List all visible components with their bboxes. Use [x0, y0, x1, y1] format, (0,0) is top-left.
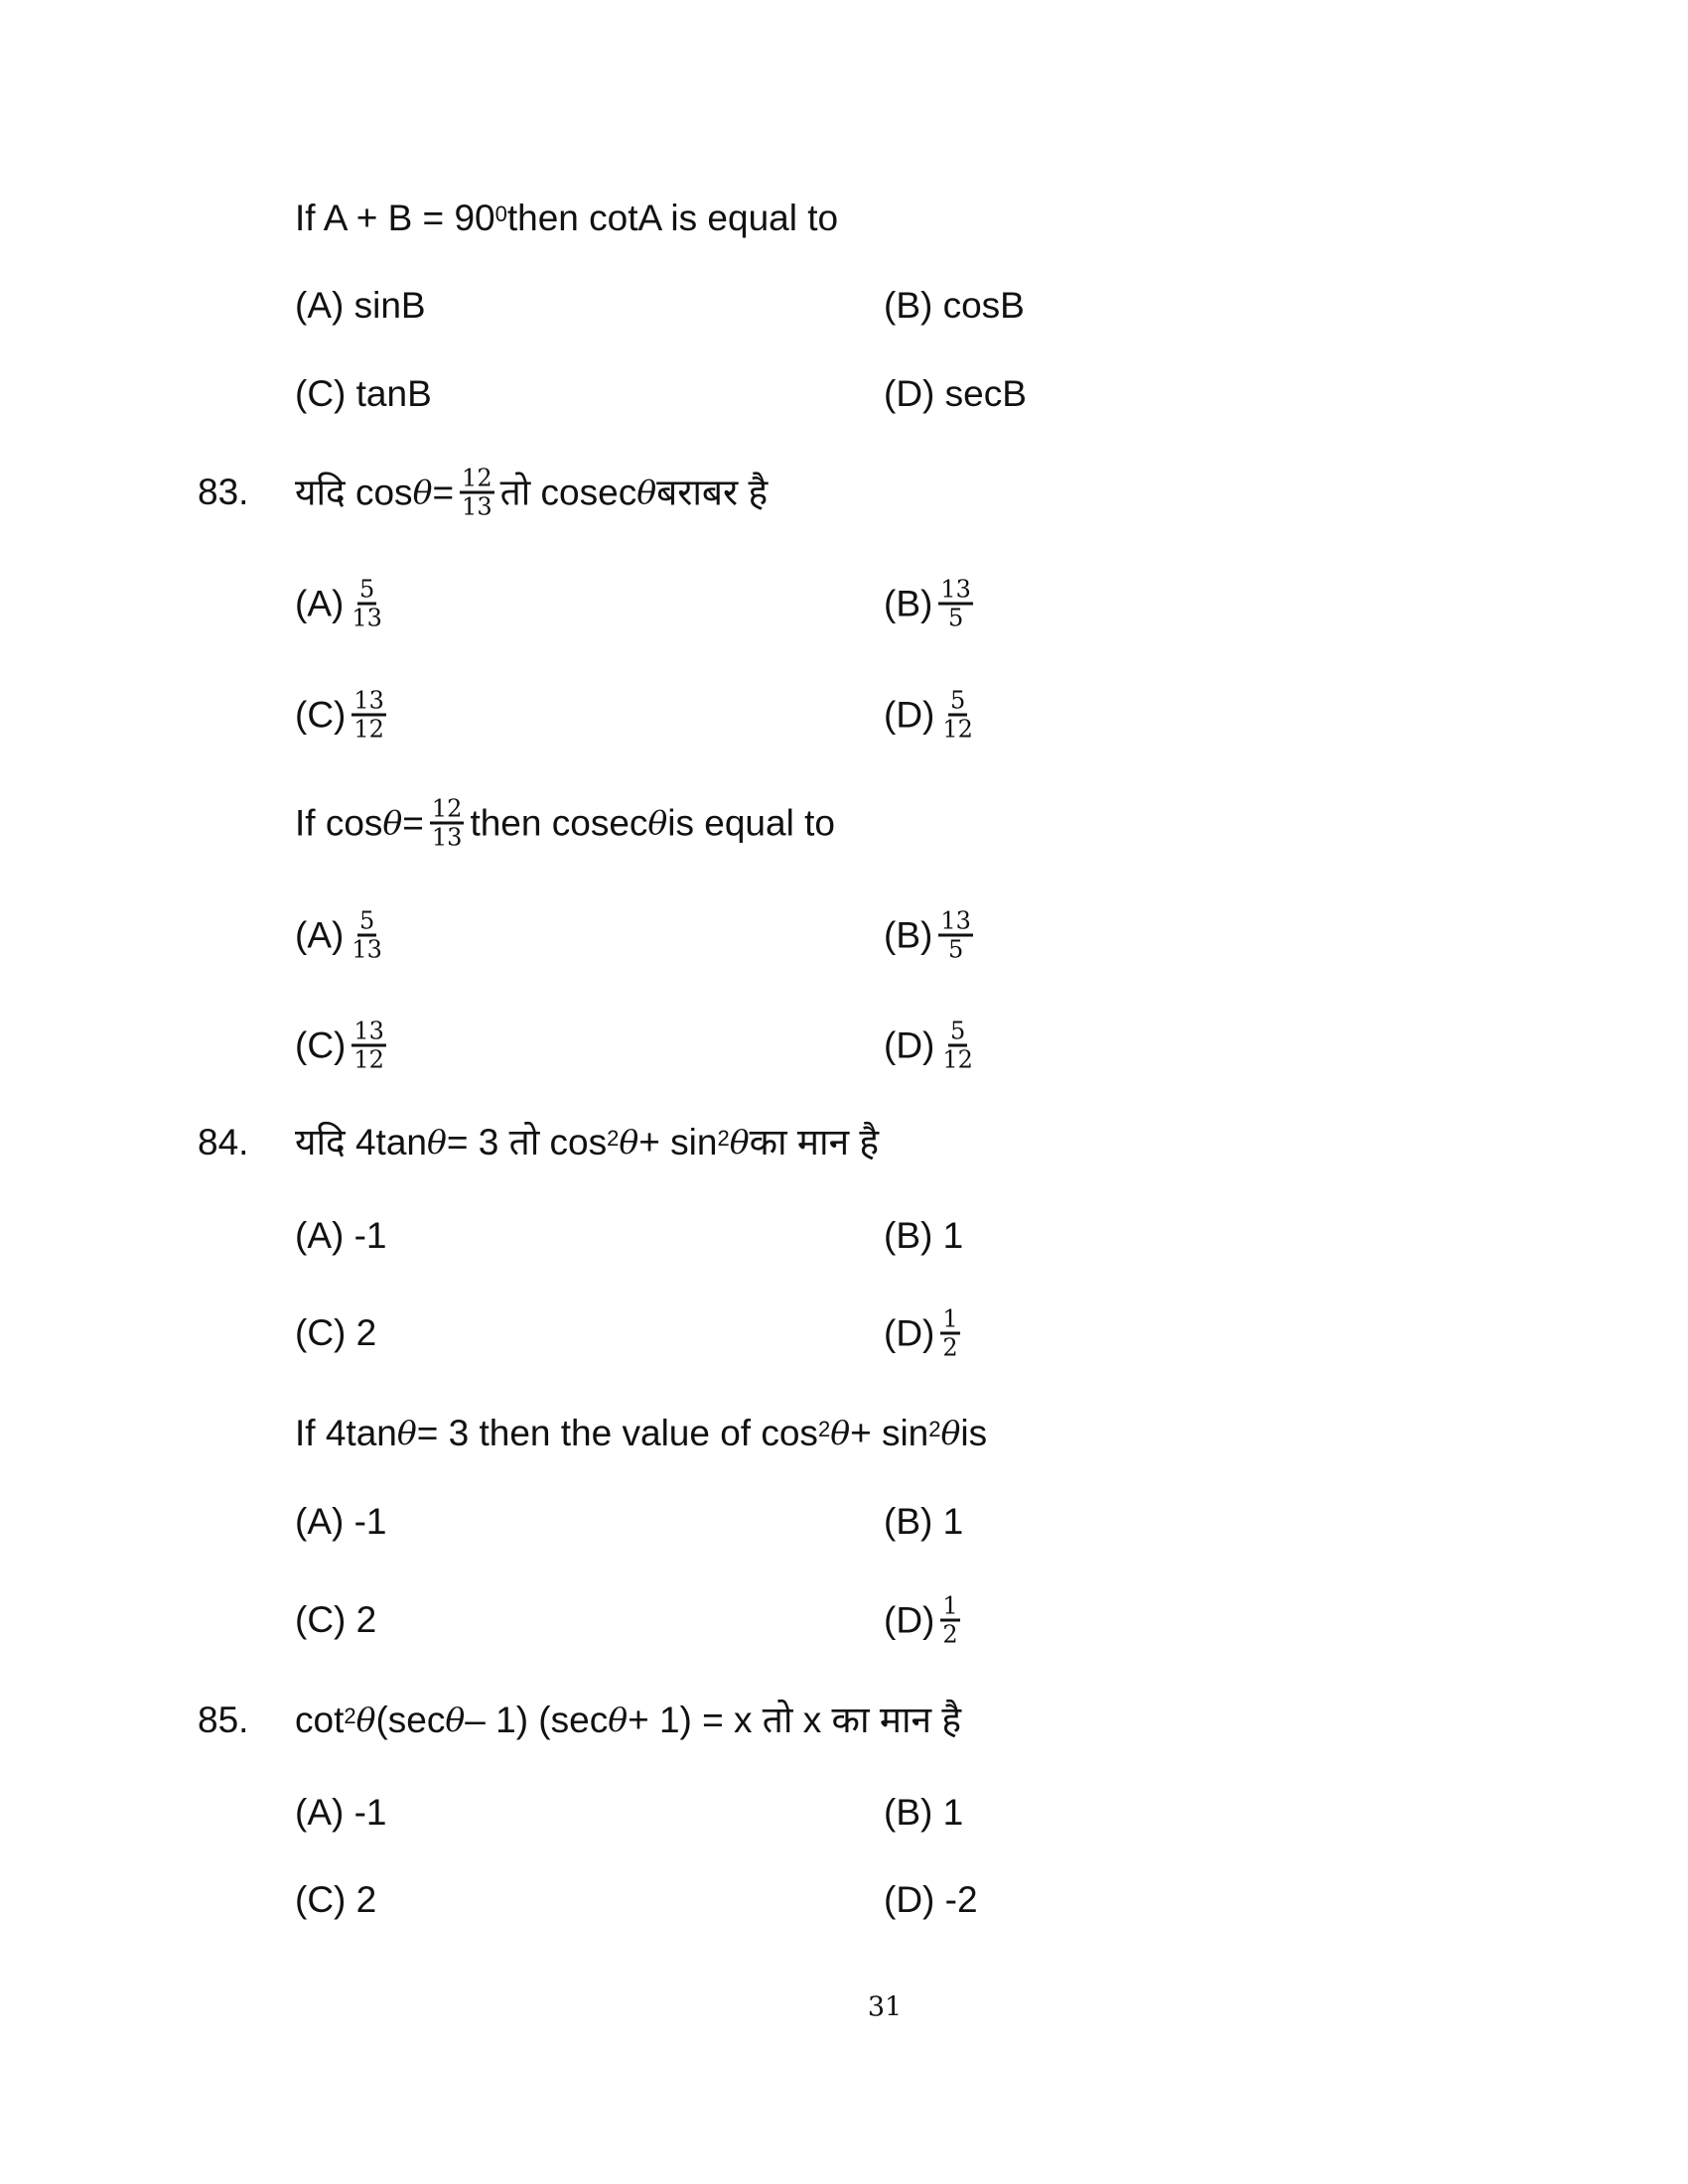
exponent: 2 [817, 1417, 831, 1441]
question-text [295, 1699, 961, 1742]
question-text [295, 1412, 987, 1455]
question-text-part: का मान है [749, 1122, 880, 1162]
theta-symbol: θ [940, 1414, 961, 1452]
option-d[interactable] [884, 1878, 978, 1922]
option-label: (B) [884, 1215, 933, 1256]
question-text-part: यदि cos [295, 472, 413, 512]
question-text-part: यदि 4tan [295, 1122, 427, 1162]
option-d[interactable] [884, 1306, 966, 1361]
question-text-part: is equal to [667, 802, 835, 843]
question-text-part: = 3 then the value of cos [416, 1413, 818, 1453]
numerator: 13 [940, 906, 971, 935]
numerator: 5 [358, 906, 375, 935]
option-b[interactable] [884, 908, 979, 963]
question-text [295, 796, 835, 851]
denominator: 2 [942, 1333, 958, 1362]
fraction [352, 688, 386, 743]
option-label: (C) [295, 1312, 347, 1353]
option-c[interactable] [295, 1311, 376, 1355]
option-label: (A) [295, 1792, 345, 1833]
question-text-part: If 4tan [295, 1413, 397, 1453]
option-text: 2 [355, 1879, 377, 1920]
fraction [938, 577, 973, 631]
numerator: 13 [353, 686, 384, 715]
option-label: (B) [884, 914, 933, 955]
option-text: secB [944, 373, 1027, 414]
exponent: 2 [607, 1126, 620, 1151]
option-text: tanB [355, 373, 432, 414]
option-text: 2 [355, 1312, 377, 1353]
denominator: 5 [947, 935, 964, 964]
option-d[interactable] [884, 1593, 966, 1648]
option-label: (D) [884, 1879, 935, 1920]
theta-symbol: θ [830, 1414, 851, 1452]
option-label: (A) [295, 583, 345, 623]
numerator: 12 [462, 464, 492, 492]
theta-symbol: θ [729, 1123, 750, 1161]
theta-symbol: θ [608, 1701, 629, 1739]
theta-symbol: θ [647, 803, 668, 842]
exponent: 2 [717, 1126, 730, 1151]
option-c[interactable] [295, 1598, 376, 1642]
option-label: (C) [295, 373, 347, 414]
option-a[interactable] [295, 284, 426, 328]
option-text: 1 [942, 1215, 964, 1256]
question-text-part: = 3 तो cos [446, 1122, 608, 1162]
option-a[interactable] [295, 1214, 387, 1258]
option-a[interactable] [295, 1791, 387, 1835]
fraction [460, 466, 494, 520]
page-number: 31 [867, 1991, 903, 2023]
option-text: 1 [942, 1501, 964, 1542]
option-a[interactable] [295, 577, 390, 631]
option-text: -2 [944, 1879, 978, 1920]
fraction [352, 1019, 386, 1073]
denominator: 12 [353, 715, 384, 744]
option-label: (D) [884, 373, 935, 414]
option-label: (A) [295, 1215, 345, 1256]
question-text-part: – 1) (sec [465, 1700, 609, 1740]
denominator: 12 [942, 1045, 973, 1074]
question-text-part: बराबर है [656, 472, 769, 512]
option-c[interactable] [295, 372, 432, 416]
theta-symbol: θ [619, 1123, 639, 1161]
question-text [295, 1121, 879, 1164]
question-text-part: (sec [375, 1700, 446, 1740]
option-b[interactable] [884, 1791, 963, 1835]
fraction [430, 796, 465, 851]
question-text [295, 197, 838, 240]
option-text: 1 [942, 1792, 964, 1833]
numerator: 13 [353, 1017, 384, 1045]
option-text: -1 [353, 1215, 387, 1256]
option-label: (A) [295, 1501, 345, 1542]
question-text-part: + 1) = x तो x का मान है [628, 1700, 961, 1740]
question-text-part: cot [295, 1700, 345, 1740]
option-text: -1 [353, 1501, 387, 1542]
theta-symbol: θ [445, 1701, 466, 1739]
option-text: 2 [355, 1599, 377, 1640]
numerator: 5 [358, 575, 375, 604]
option-label: (C) [295, 1024, 347, 1065]
theta-symbol: θ [412, 473, 433, 511]
theta-symbol: θ [355, 1701, 376, 1739]
fraction [938, 908, 973, 963]
numerator: 12 [431, 794, 463, 823]
option-b[interactable] [884, 1214, 963, 1258]
option-text: -1 [353, 1792, 387, 1833]
denominator: 12 [353, 1045, 384, 1074]
denominator: 13 [352, 604, 382, 632]
option-label: (C) [295, 1599, 347, 1640]
option-label: (D) [884, 1024, 935, 1065]
option-d[interactable] [884, 1019, 981, 1073]
question-text-part: then cotA is equal to [506, 198, 839, 238]
option-b[interactable] [884, 577, 979, 631]
exponent: 2 [344, 1704, 356, 1728]
denominator: 13 [352, 935, 382, 964]
numerator: 5 [950, 1017, 966, 1045]
option-label: (A) [295, 285, 345, 326]
option-label: (B) [884, 285, 933, 326]
option-d[interactable] [884, 372, 1027, 416]
denominator: 5 [947, 604, 964, 632]
question-text-part: is [960, 1413, 988, 1453]
degree-superscript: 0 [494, 202, 507, 226]
option-label: (D) [884, 1599, 935, 1640]
option-a[interactable] [295, 908, 390, 963]
option-label: (D) [884, 1312, 935, 1353]
denominator: 2 [942, 1620, 958, 1649]
exponent: 2 [928, 1417, 941, 1441]
theta-symbol: θ [426, 1123, 447, 1161]
fraction [940, 688, 975, 743]
numerator: 1 [942, 1304, 958, 1333]
option-label: (B) [884, 1501, 933, 1542]
question-text-part: = [432, 472, 455, 512]
option-c[interactable] [295, 1019, 392, 1073]
denominator: 12 [942, 715, 973, 744]
question-number: 84. [198, 1122, 249, 1162]
numerator: 13 [940, 575, 971, 604]
option-label: (C) [295, 1879, 347, 1920]
question-number: 83. [198, 472, 249, 512]
option-text: sinB [353, 285, 426, 326]
option-label: (C) [295, 694, 347, 735]
fraction [940, 1593, 959, 1648]
option-b[interactable] [884, 284, 1025, 328]
option-label: (B) [884, 583, 933, 623]
question-text-part: then cosec [470, 802, 648, 843]
option-c[interactable] [295, 688, 392, 743]
question-number: 85. [198, 1700, 249, 1740]
option-label: (A) [295, 914, 345, 955]
numerator: 1 [942, 1591, 958, 1620]
denominator: 13 [431, 823, 463, 852]
option-text: cosB [942, 285, 1025, 326]
fraction [350, 577, 384, 631]
denominator: 13 [462, 492, 492, 521]
question-text-part: + sin [850, 1413, 929, 1453]
question-text-part: If cos [295, 802, 383, 843]
question-text-part: = [402, 802, 424, 843]
theta-symbol: θ [636, 473, 657, 511]
question-text-part: If A + B = 90 [295, 198, 495, 238]
theta-symbol: θ [396, 1414, 417, 1452]
numerator: 5 [950, 686, 966, 715]
question-text-part: + sin [638, 1122, 718, 1162]
option-a[interactable] [295, 1500, 387, 1544]
fraction [940, 1306, 959, 1361]
fraction [350, 908, 384, 963]
question-text-part: तो cosec [499, 472, 637, 512]
theta-symbol: θ [382, 803, 403, 842]
option-label: (B) [884, 1792, 933, 1833]
option-b[interactable] [884, 1500, 963, 1544]
fraction [940, 1019, 975, 1073]
option-c[interactable] [295, 1878, 376, 1922]
question-text [295, 466, 768, 520]
option-d[interactable] [884, 688, 981, 743]
option-label: (D) [884, 694, 935, 735]
